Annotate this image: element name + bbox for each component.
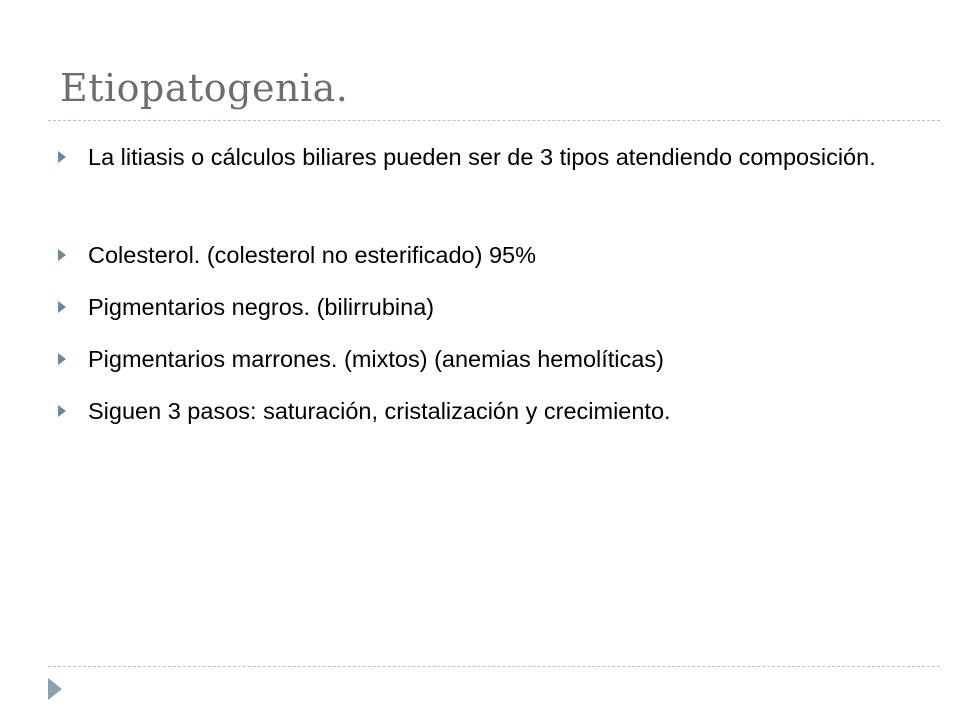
footer-divider [48, 666, 940, 667]
bullet-item [58, 238, 918, 272]
bullet-item [58, 140, 918, 174]
bullet-item [58, 394, 918, 428]
bullet-text: Pigmentarios negros. (bilirrubina) [88, 294, 435, 320]
bullet-text: Colesterol. (colesterol no esterificado) 95% [88, 242, 537, 268]
bullet-text: La litiasis o cálculos biliares pueden ser de 3 tipos atendiendo composición. [88, 144, 876, 170]
bullet-text: Siguen 3 pasos: saturación, cristalización y crecimiento. [88, 398, 671, 424]
title-divider [48, 120, 940, 121]
bullet-item [58, 290, 918, 324]
bullet-triangle-icon [58, 405, 66, 417]
bullet-list [58, 140, 918, 428]
slide-title: Etiopatogenia. [60, 66, 349, 110]
bullet-triangle-icon [58, 353, 66, 365]
bullet-triangle-icon [58, 301, 66, 313]
bullet-item [58, 342, 918, 376]
bullet-text: Pigmentarios marrones. (mixtos) (anemias hemolíticas) [88, 346, 664, 372]
play-arrow-icon[interactable] [48, 678, 62, 700]
bullet-triangle-icon [58, 249, 66, 261]
bullet-triangle-icon [58, 151, 66, 163]
